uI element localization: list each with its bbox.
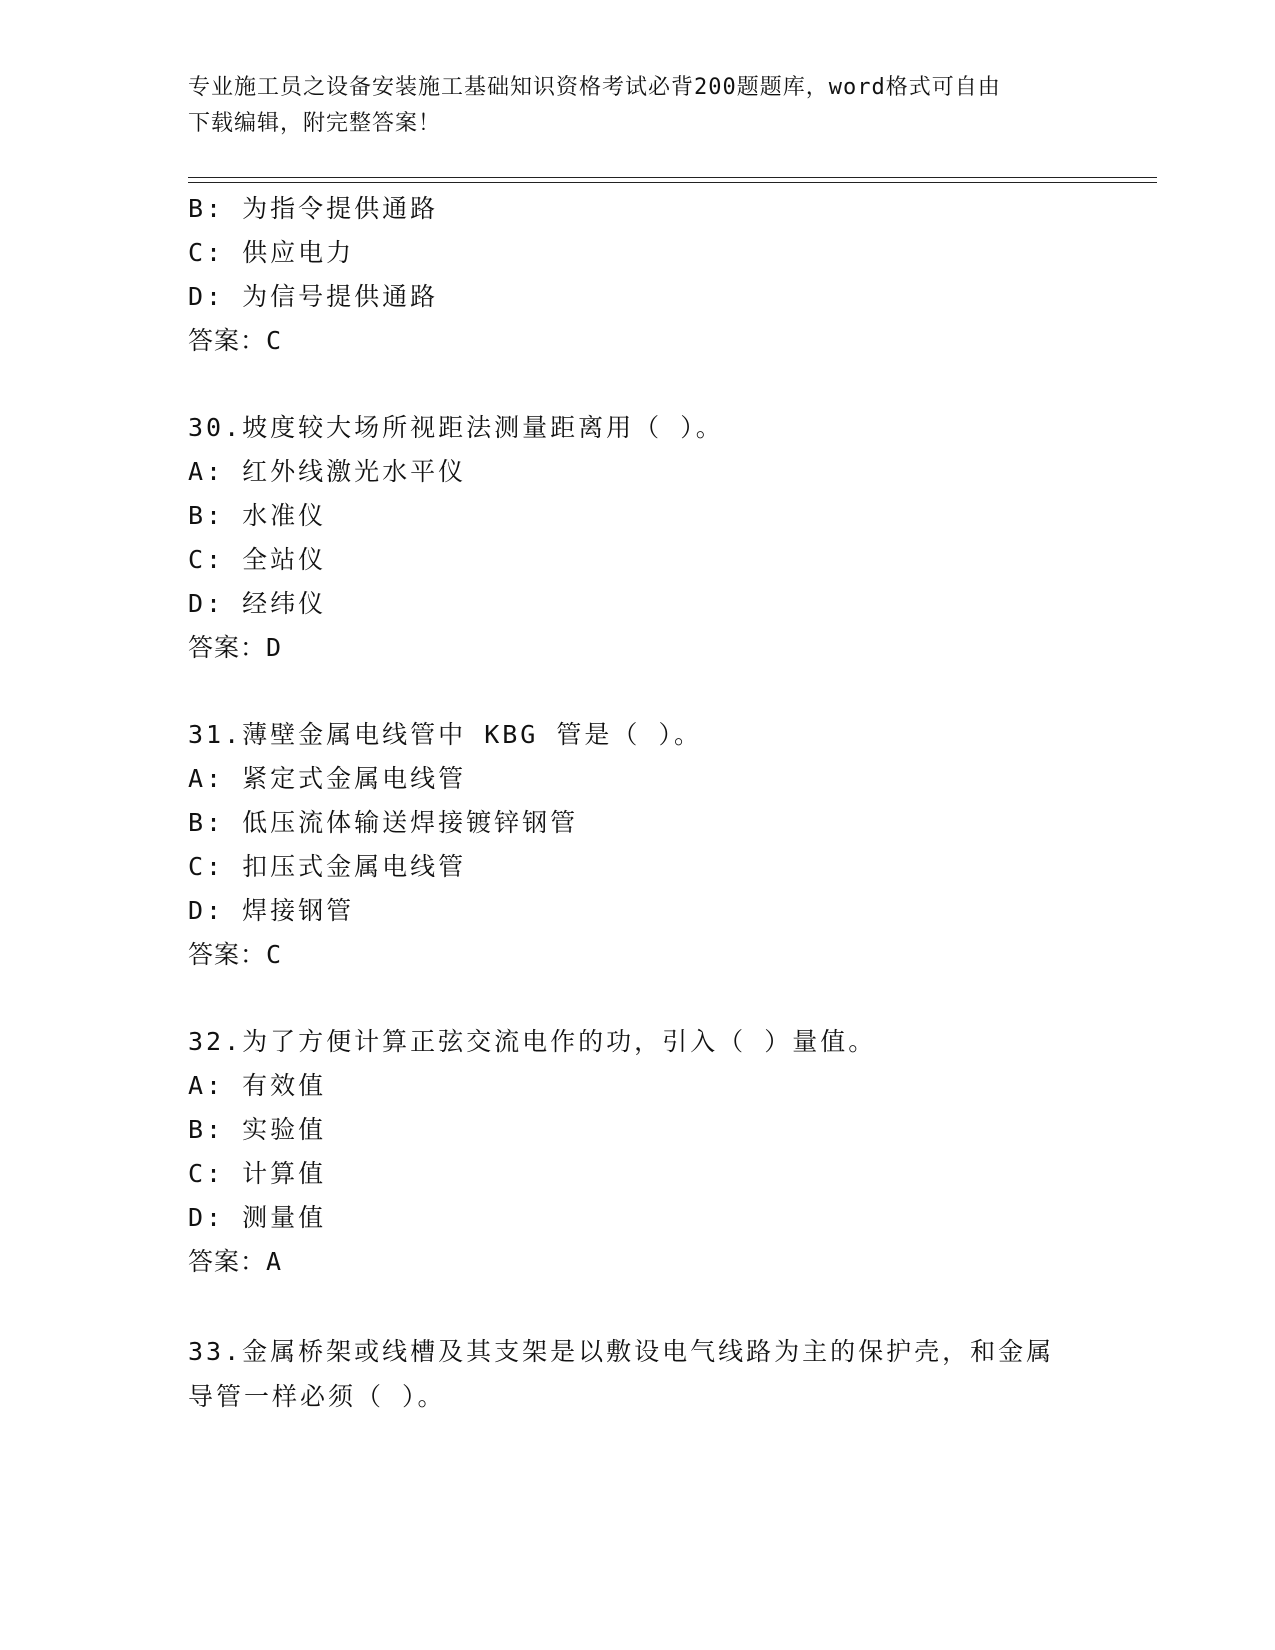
answer-value: C: [266, 940, 283, 969]
q31-answer: [188, 940, 282, 970]
q31-option-b: B: 低压流体输送焊接镀锌钢管: [188, 808, 579, 837]
q29-answer: [188, 326, 282, 356]
answer-value: A: [266, 1247, 283, 1276]
answer-value: C: [266, 326, 283, 355]
answer-label: 答案：: [188, 1247, 267, 1276]
document-header: [188, 70, 1088, 142]
q31-option-d: D: 焊接钢管: [188, 896, 355, 925]
header-line-1: 专业施工员之设备安装施工基础知识资格考试必背200题题库，word格式可自由: [188, 75, 1001, 100]
q30-option-b: B: 水准仪: [188, 501, 327, 530]
q32-option-d: D: 测量值: [188, 1203, 327, 1232]
q32-stem: 32.为了方便计算正弦交流电作的功，引入（ ）量值。: [188, 1027, 877, 1056]
answer-label: 答案：: [188, 940, 267, 969]
q32-option-c: C: 计算值: [188, 1159, 327, 1188]
q30-option-a: A: 红外线激光水平仪: [188, 457, 467, 486]
q32-option-b: B: 实验值: [188, 1115, 327, 1144]
q33-stem-line-1: 33.金属桥架或线槽及其支架是以敷设电气线路为主的保护壳，和金属: [188, 1337, 1055, 1366]
q31-option-c: C: 扣压式金属电线管: [188, 852, 467, 881]
q29-option-b: B: 为指令提供通路: [188, 194, 439, 223]
q30-stem: 30.坡度较大场所视距法测量距离用（ ）。: [188, 413, 724, 442]
answer-label: 答案：: [188, 326, 267, 355]
q29-option-c: C: 供应电力: [188, 238, 355, 267]
q33-stem-line-2: 导管一样必须（ ）。: [188, 1382, 446, 1411]
q31-option-a: A: 紧定式金属电线管: [188, 764, 467, 793]
q32-answer: [188, 1247, 282, 1277]
answer-label: 答案：: [188, 633, 267, 662]
header-divider-top: [188, 177, 1157, 178]
header-divider-bottom: [188, 182, 1157, 183]
q31-stem: 31.薄壁金属电线管中 KBG 管是（ ）。: [188, 720, 702, 749]
q32-option-a: A: 有效值: [188, 1071, 327, 1100]
q29-option-d: D: 为信号提供通路: [188, 282, 439, 311]
q30-option-c: C: 全站仪: [188, 545, 327, 574]
q30-answer: [188, 633, 282, 663]
header-line-2: 下载编辑，附完整答案！: [188, 111, 442, 136]
q30-option-d: D: 经纬仪: [188, 589, 327, 618]
answer-value: D: [266, 633, 283, 662]
